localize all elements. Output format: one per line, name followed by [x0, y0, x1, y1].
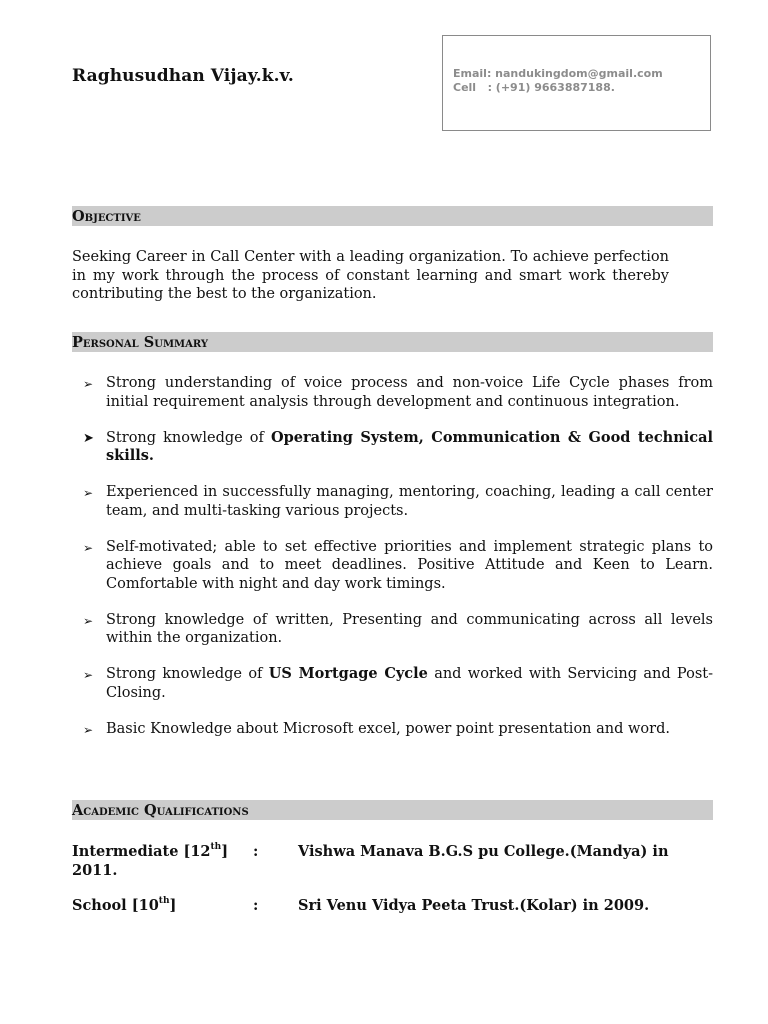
email-line: Email: nandukingdom@gmail.com [453, 67, 663, 80]
arrow-bullet-icon: ➢ [83, 613, 94, 628]
arrow-bullet-icon: ➢ [83, 540, 94, 555]
contact-box [442, 35, 711, 131]
personal-summary-heading: Personal Summary [72, 332, 713, 352]
list-item: ➢ Basic Knowledge about Microsoft excel, power point presentation and word. [72, 720, 713, 739]
objective-text: Seeking Career in Call Center with a leading organization. To achieve perfection in my work through the process of constant learning and smart work thereby contributing the best to the organization. [72, 249, 669, 302]
personal-summary-list [72, 374, 713, 756]
qualification-colon: : [253, 897, 259, 914]
qualification-value-wrap: 2011. [72, 861, 118, 879]
list-item: ➢ Experienced in successfully managing, mentoring, coaching, leading a call center team, and multi-tasking various projects. [83, 484, 713, 519]
qualification-value: Sri Venu Vidya Peeta Trust.(Kolar) in 2009. [298, 897, 650, 914]
arrow-bullet-icon: ➤ [83, 430, 94, 446]
list-item: ➤ Strong knowledge of Operating System, Communication & Good technical skills. [83, 428, 713, 464]
qualification-label: Intermediate [12th] [72, 842, 229, 860]
qualification-value: Vishwa Manava B.G.S pu College.(Mandya) in [298, 843, 669, 860]
arrow-bullet-icon: ➢ [83, 486, 94, 500]
list-item: ➢ Strong knowledge of written, Presenting and communicating across all levels within the organization. [83, 611, 713, 646]
arrow-bullet-icon: ➢ [83, 377, 94, 391]
academic-heading: Academic Qualifications [72, 800, 713, 820]
objective-heading: Objective [72, 206, 713, 226]
qualification-label: School [10th] [72, 896, 177, 914]
cell-line: Cell : (+91) 9663887188. [453, 81, 615, 94]
list-item: ➢ Self-motivated; able to set effective priorities and implement strategic plans to achieve goals and to meet deadlines. Positive Attitude and Keen to Learn. Comfortable with night and day work timings. [83, 538, 713, 592]
arrow-bullet-icon: ➢ [83, 722, 94, 737]
qualification-colon: : [253, 843, 259, 860]
list-item: ➢ Strong understanding of voice process and non-voice Life Cycle phases from initial requirement analysis through development and continuous integration. [83, 375, 713, 410]
candidate-name: Raghusudhan Vijay.k.v. [72, 66, 294, 86]
list-item: ➢ Strong knowledge of US Mortgage Cycle and worked with Servicing and Post-Closing. [83, 665, 713, 701]
arrow-bullet-icon: ➢ [83, 668, 94, 682]
